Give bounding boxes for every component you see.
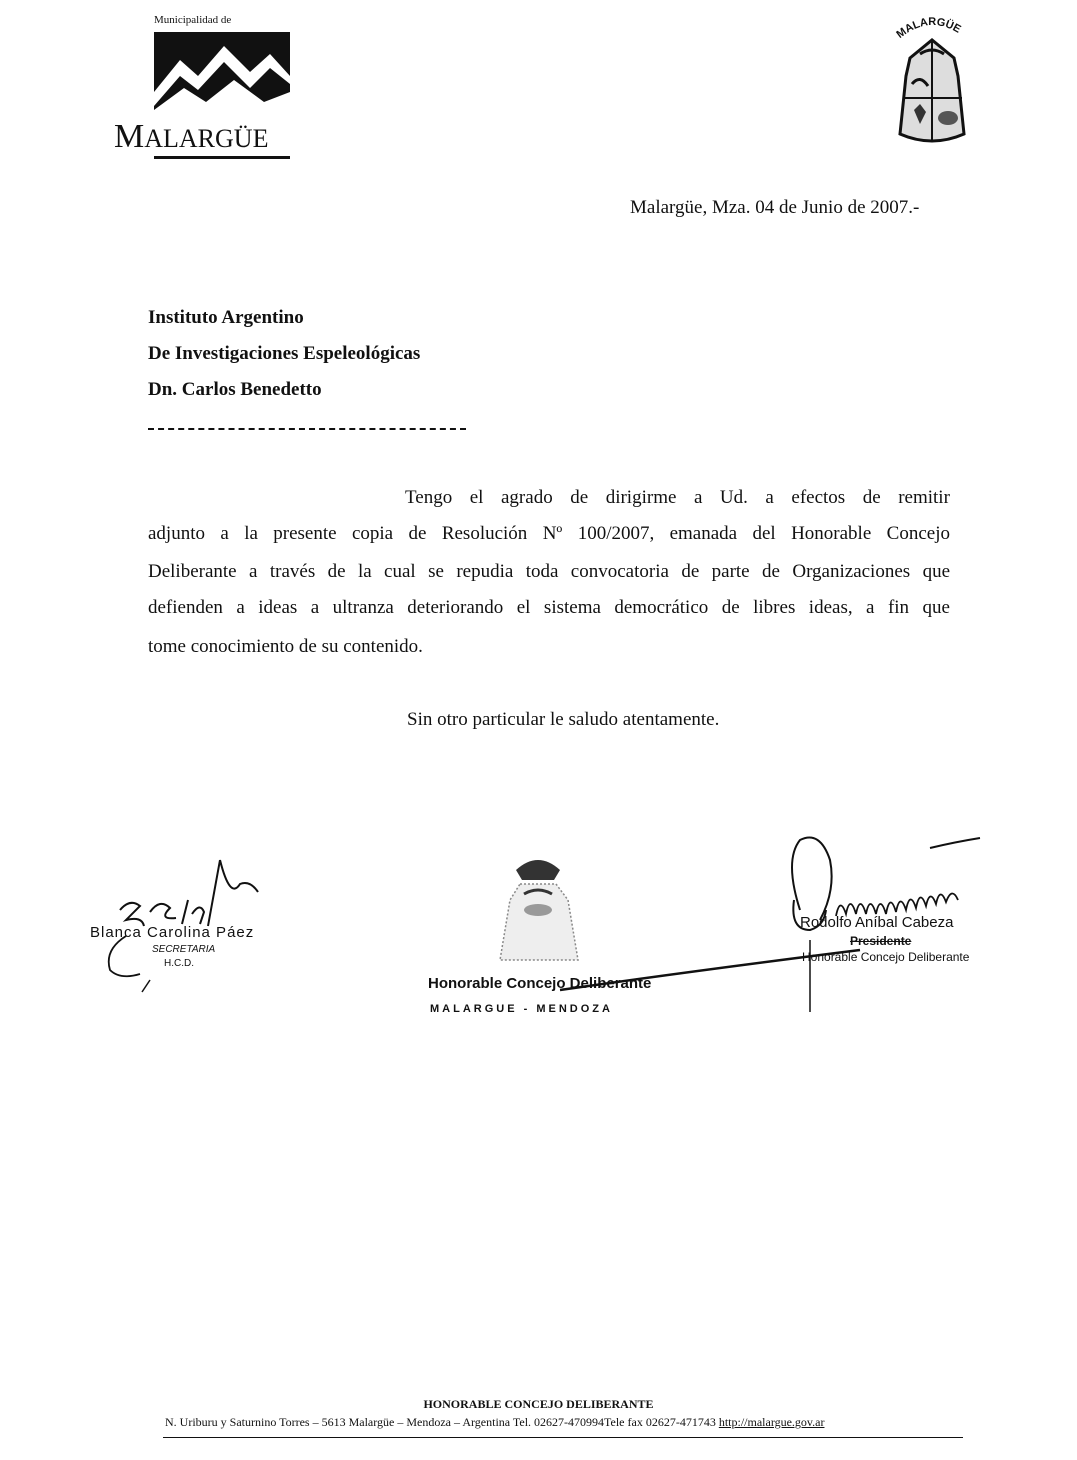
body-word: emanada (669, 523, 738, 544)
body-word: a (866, 597, 875, 618)
body-word: ultranza (332, 597, 394, 618)
body-word: Nº (542, 523, 563, 544)
body-word: Ud. (719, 487, 748, 508)
body-word: a (249, 561, 258, 582)
logo-name: MALARGÜE (114, 118, 269, 155)
body-word: Honorable (791, 523, 872, 544)
body-word: de (862, 487, 881, 508)
addressee-line-2: De Investigaciones Espeleológicas (148, 343, 421, 364)
body-word: agrado (501, 487, 553, 508)
body-word: a (693, 487, 703, 508)
body-word: ideas, (808, 597, 853, 618)
body-word: deteriorando (407, 597, 504, 618)
mountain-logo-icon (154, 32, 290, 116)
addressee-line-1: Instituto Argentino (148, 307, 304, 328)
body-word: que (922, 597, 950, 618)
secretary-role: SECRETARIA (152, 944, 216, 955)
signature-president (780, 830, 990, 1015)
body-word: el (516, 597, 531, 618)
body-word: parte (711, 561, 750, 582)
body-word: del (752, 523, 776, 544)
body-word: defienden (148, 597, 223, 618)
handwritten-signature-icon (80, 840, 320, 1000)
president-role: Presidente (850, 934, 912, 948)
body-word: ideas (258, 597, 298, 618)
logo-underline (154, 156, 290, 159)
body-word: través (269, 561, 316, 582)
president-name: Rodolfo Aníbal Cabeza (800, 914, 954, 931)
body-word: toda (525, 561, 559, 582)
body-word: a (310, 597, 320, 618)
date-line: Malargüe, Mza. 04 de Junio de 2007.- (630, 197, 920, 218)
municipality-logo (110, 14, 290, 154)
body-word: Organizaciones (792, 561, 911, 582)
body-line-2 (148, 523, 950, 545)
svg-text:MALARGÜE (894, 16, 962, 41)
footer-url-link[interactable]: http://malargue.gov.ar (718, 1415, 825, 1429)
body-word: Concejo (886, 523, 950, 544)
body-word: remitir (898, 487, 950, 508)
body-word: dirigirme (605, 487, 677, 508)
body-word: democrático (614, 597, 709, 618)
body-word: se (428, 561, 444, 582)
seal-text: MALARGÜE (894, 15, 963, 41)
body-line-4 (148, 597, 950, 619)
body-word: fin (887, 597, 910, 618)
body-word: la (244, 523, 258, 544)
footer-title: HONORABLE CONCEJO DELIBERANTE (423, 1397, 654, 1411)
secretary-abbr: H.C.D. (164, 958, 194, 969)
stamp-institution: Honorable Concejo Deliberante (428, 975, 652, 992)
body-word: libres (753, 597, 796, 618)
body-word: Deliberante (148, 561, 237, 582)
council-seal-icon (428, 850, 668, 970)
signature-secretary (80, 840, 320, 1000)
body-word: de (408, 523, 427, 544)
body-line-3 (148, 561, 950, 583)
body-word: copia (351, 523, 394, 544)
body-word: cual (384, 561, 416, 582)
stamp-city: MALARGUE - MENDOZA (430, 1003, 613, 1015)
addressee-line-3: Dn. Carlos Benedetto (148, 379, 322, 400)
body-word: sistema (543, 597, 601, 618)
body-word: de (762, 561, 780, 582)
body-word: convocatoria (570, 561, 669, 582)
body-word: a (236, 597, 245, 618)
body-word: de (681, 561, 700, 582)
body-word: presente (273, 523, 337, 544)
president-org: Honorable Concejo Deliberante (802, 950, 970, 964)
body-word: Tengo (405, 487, 453, 508)
body-word: de (327, 561, 346, 582)
body-word: la (357, 561, 372, 582)
body-line-5: tome conocimiento de su contenido. (148, 636, 423, 657)
municipal-seal (880, 14, 985, 154)
footer-rule (163, 1437, 963, 1438)
secretary-name: Blanca Carolina Páez (90, 924, 255, 941)
body-word: efectos (791, 487, 846, 508)
coat-of-arms-icon (880, 14, 985, 154)
footer-address (165, 1415, 824, 1430)
body-word: el (469, 487, 484, 508)
body-word: adjunto (148, 523, 205, 544)
council-stamp (428, 850, 668, 1025)
body-word: a (220, 523, 229, 544)
body-word: de (570, 487, 589, 508)
body-word: repudia (456, 561, 514, 582)
body-word: 100/2007, (577, 523, 655, 544)
footer-address-text: N. Uriburu y Saturnino Torres – 5613 Malargüe – Mendoza – Argentina Tel. 02627-470994Tele fax 02627-471743 (165, 1415, 719, 1429)
body-word: Resolución (441, 523, 528, 544)
closing-line: Sin otro particular le saludo atentamente. (407, 709, 720, 730)
body-word: que (922, 561, 950, 582)
logo-prefix: Municipalidad de (154, 14, 232, 26)
body-line-1 (405, 487, 950, 509)
body-word: a (765, 487, 774, 508)
body-word: de (721, 597, 740, 618)
addressee-divider (148, 428, 466, 430)
